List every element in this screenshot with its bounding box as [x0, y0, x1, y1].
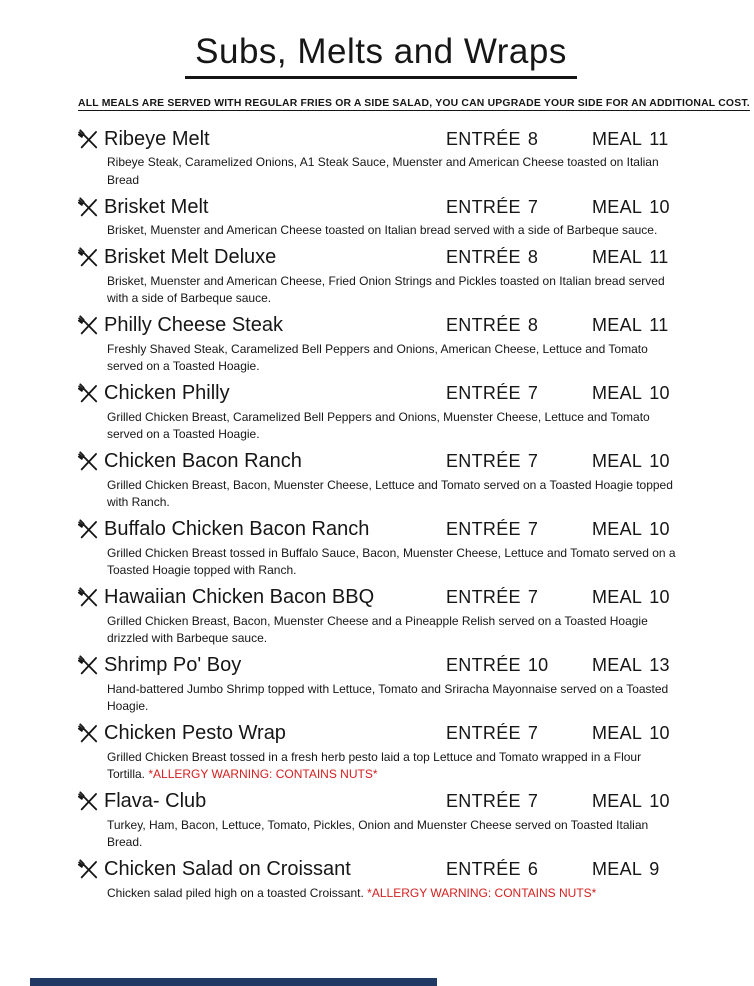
entree-price-value: 7 — [527, 791, 539, 811]
item-name: Philly Cheese Steak — [104, 314, 283, 336]
entree-label: ENTRÉE — [446, 791, 521, 811]
meal-price-value: 11 — [649, 247, 669, 267]
page-subtitle: ALL MEALS ARE SERVED WITH REGULAR FRIES OR A SIDE SALAD, YOU CAN UPGRADE YOUR SIDE FOR AN ADDITIONAL COST. — [78, 98, 750, 109]
menu-item — [78, 516, 684, 580]
allergy-warning: *ALLERGY WARNING: CONTAINS NUTS* — [367, 885, 597, 900]
meal-price — [592, 655, 684, 676]
meal-price-value: 10 — [649, 723, 670, 743]
entree-label: ENTRÉE — [446, 315, 521, 335]
meal-price-value: 13 — [649, 655, 670, 675]
meal-price — [592, 197, 684, 218]
menu-item-header — [78, 125, 684, 153]
item-description-text: Brisket, Muenster and American Cheese toasted on Italian bread served with a side of Barbeque sauce. — [107, 223, 658, 237]
fork-knife-icon — [78, 655, 104, 677]
item-name: Chicken Bacon Ranch — [104, 450, 302, 472]
menu-items — [78, 125, 684, 902]
meal-label: MEAL — [592, 383, 643, 403]
meal-price-value: 10 — [649, 451, 670, 471]
meal-label: MEAL — [592, 519, 643, 539]
entree-label: ENTRÉE — [446, 859, 521, 879]
item-description-text: Grilled Chicken Breast tossed in Buffalo Sauce, Bacon, Muenster Cheese, Lettuce and Tomato served on a Toasted Hoagie topped with Ranch. — [107, 545, 676, 577]
menu-item-header — [78, 448, 684, 476]
entree-label: ENTRÉE — [446, 655, 521, 675]
entree-price — [446, 519, 592, 540]
menu-item-header — [78, 380, 684, 408]
menu-item-header — [78, 516, 684, 544]
meal-label: MEAL — [592, 315, 643, 335]
item-name: Brisket Melt — [104, 195, 209, 218]
entree-price — [446, 197, 592, 218]
entree-price-value: 7 — [527, 723, 539, 743]
menu-item-header — [78, 312, 684, 340]
item-name: Chicken Salad on Croissant — [104, 858, 351, 880]
page-title: Subs, Melts and Wraps — [185, 32, 577, 79]
entree-price-value: 8 — [527, 247, 539, 267]
menu-item-header — [78, 193, 684, 221]
entree-label: ENTRÉE — [446, 383, 521, 403]
menu-item — [78, 380, 684, 444]
meal-label: MEAL — [592, 723, 643, 743]
fork-knife-icon — [78, 519, 104, 541]
menu-item — [78, 244, 684, 308]
item-description — [107, 273, 682, 308]
item-description — [107, 613, 682, 648]
item-description-text: Grilled Chicken Breast, Caramelized Bell Peppers and Onions, Muenster Cheese, Lettuce and Tomato served on a Toasted Hoagie. — [107, 409, 650, 441]
item-description — [107, 817, 682, 852]
fork-knife-icon — [78, 723, 104, 745]
menu-item — [78, 788, 684, 852]
entree-price-value: 8 — [527, 128, 539, 149]
item-name: Brisket Melt Deluxe — [104, 246, 277, 268]
allergy-warning: *ALLERGY WARNING: CONTAINS NUTS* — [148, 767, 378, 781]
item-name: Buffalo Chicken Bacon Ranch — [104, 518, 370, 540]
item-name: Chicken Pesto Wrap — [104, 722, 286, 744]
item-description-text: Brisket, Muenster and American Cheese, Fried Onion Strings and Pickles toasted on Italian bread served with a side of Barbeque sauce. — [107, 273, 665, 305]
item-description — [107, 341, 682, 376]
entree-label: ENTRÉE — [446, 519, 521, 539]
menu-item-header — [78, 856, 684, 884]
meal-price-value: 11 — [649, 315, 669, 335]
meal-price-value: 10 — [649, 383, 670, 403]
item-name: Ribeye Melt — [104, 127, 210, 150]
menu-item-header — [78, 720, 684, 748]
item-description — [107, 222, 682, 240]
menu-item — [78, 125, 684, 189]
entree-price — [446, 129, 592, 150]
meal-price — [592, 129, 684, 150]
entree-price-value: 7 — [527, 383, 539, 403]
item-name: Flava- Club — [104, 790, 207, 812]
meal-price — [592, 859, 684, 880]
meal-price-value: 9 — [649, 859, 660, 879]
fork-knife-icon — [78, 587, 104, 609]
entree-label: ENTRÉE — [446, 247, 521, 267]
meal-label: MEAL — [592, 128, 643, 149]
footer-bar — [30, 978, 437, 986]
meal-price-value: 10 — [649, 519, 670, 539]
entree-label: ENTRÉE — [446, 587, 521, 607]
item-description-text: Chicken salad piled high on a toasted Croissant. — [107, 885, 364, 900]
menu-item-header — [78, 652, 684, 680]
fork-knife-icon — [78, 315, 104, 337]
item-description — [107, 545, 682, 580]
fork-knife-icon — [78, 859, 104, 881]
menu-item — [78, 193, 684, 240]
meal-price-value: 10 — [649, 587, 670, 607]
menu-item — [78, 584, 684, 648]
entree-price — [446, 451, 592, 472]
fork-knife-icon — [78, 247, 104, 269]
item-description — [107, 749, 682, 784]
entree-price-value: 6 — [527, 859, 539, 879]
entree-label: ENTRÉE — [446, 128, 521, 149]
entree-price-value: 10 — [527, 655, 549, 675]
item-name: Chicken Philly — [104, 382, 230, 404]
entree-price-value: 7 — [527, 196, 539, 217]
item-description-text: Grilled Chicken Breast, Bacon, Muenster Cheese and a Pineapple Relish served on a Toasted Hoagie drizzled with Barbeque sauce. — [107, 613, 648, 645]
fork-knife-icon — [78, 791, 104, 813]
fork-knife-icon — [78, 128, 104, 150]
item-description-text: Turkey, Ham, Bacon, Lettuce, Tomato, Pickles, Onion and Muenster Cheese served on Toasted Italian Bread. — [107, 817, 649, 849]
meal-label: MEAL — [592, 655, 643, 675]
meal-price — [592, 383, 684, 404]
item-name: Hawaiian Chicken Bacon BBQ — [104, 586, 375, 608]
item-description — [107, 477, 682, 512]
meal-price — [592, 723, 684, 744]
item-description — [107, 681, 682, 716]
meal-label: MEAL — [592, 451, 643, 471]
entree-price-value: 7 — [527, 519, 539, 539]
item-description-text: Ribeye Steak, Caramelized Onions, A1 Steak Sauce, Muenster and American Cheese toasted on Italian Bread — [107, 155, 659, 187]
menu-item — [78, 448, 684, 512]
meal-label: MEAL — [592, 196, 643, 217]
item-description-text: Hand-battered Jumbo Shrimp topped with Lettuce, Tomato and Sriracha Mayonnaise served on a Toasted Hoagie. — [107, 681, 669, 713]
page-subtitle-row — [78, 93, 750, 111]
entree-price-value: 8 — [527, 315, 539, 335]
entree-price — [446, 383, 592, 404]
meal-price — [592, 791, 684, 812]
item-description-text: Grilled Chicken Breast, Bacon, Muenster Cheese, Lettuce and Tomato served on a Toasted Hoagie topped with Ranch. — [107, 477, 673, 509]
meal-label: MEAL — [592, 247, 643, 267]
item-description-text: Freshly Shaved Steak, Caramelized Bell Peppers and Onions, American Cheese, Lettuce and Tomato served on a Toasted Hoagie. — [107, 341, 648, 373]
entree-price — [446, 791, 592, 812]
meal-price — [592, 247, 684, 268]
entree-label: ENTRÉE — [446, 723, 521, 743]
item-description-text: Grilled Chicken Breast tossed in a fresh herb pesto laid a top Lettuce and Tomato wrapped in a Flour Tortilla. — [107, 749, 642, 781]
item-description — [107, 409, 682, 444]
fork-knife-icon — [78, 196, 104, 218]
entree-label: ENTRÉE — [446, 451, 521, 471]
entree-price-value: 7 — [527, 451, 539, 471]
meal-price — [592, 519, 684, 540]
menu-item — [78, 856, 684, 903]
menu-item — [78, 652, 684, 716]
menu-item — [78, 720, 684, 784]
menu-item — [78, 312, 684, 376]
item-description — [107, 885, 682, 903]
fork-knife-icon — [78, 383, 104, 405]
meal-label: MEAL — [592, 791, 643, 811]
fork-knife-icon — [78, 451, 104, 473]
entree-price — [446, 655, 592, 676]
entree-price-value: 7 — [527, 587, 539, 607]
entree-price — [446, 587, 592, 608]
meal-price — [592, 451, 684, 472]
meal-price — [592, 315, 684, 336]
menu-item-header — [78, 584, 684, 612]
item-description — [107, 154, 682, 189]
meal-price-value: 10 — [649, 196, 670, 217]
item-name: Shrimp Po' Boy — [104, 654, 242, 676]
page-title-row — [78, 32, 684, 79]
menu-item-header — [78, 788, 684, 816]
meal-price-value: 11 — [649, 128, 669, 149]
meal-label: MEAL — [592, 587, 643, 607]
meal-label: MEAL — [592, 859, 643, 879]
entree-price — [446, 859, 592, 880]
entree-price — [446, 247, 592, 268]
entree-price — [446, 723, 592, 744]
entree-label: ENTRÉE — [446, 196, 521, 217]
menu-item-header — [78, 244, 684, 272]
meal-price — [592, 587, 684, 608]
entree-price — [446, 315, 592, 336]
meal-price-value: 10 — [649, 791, 670, 811]
